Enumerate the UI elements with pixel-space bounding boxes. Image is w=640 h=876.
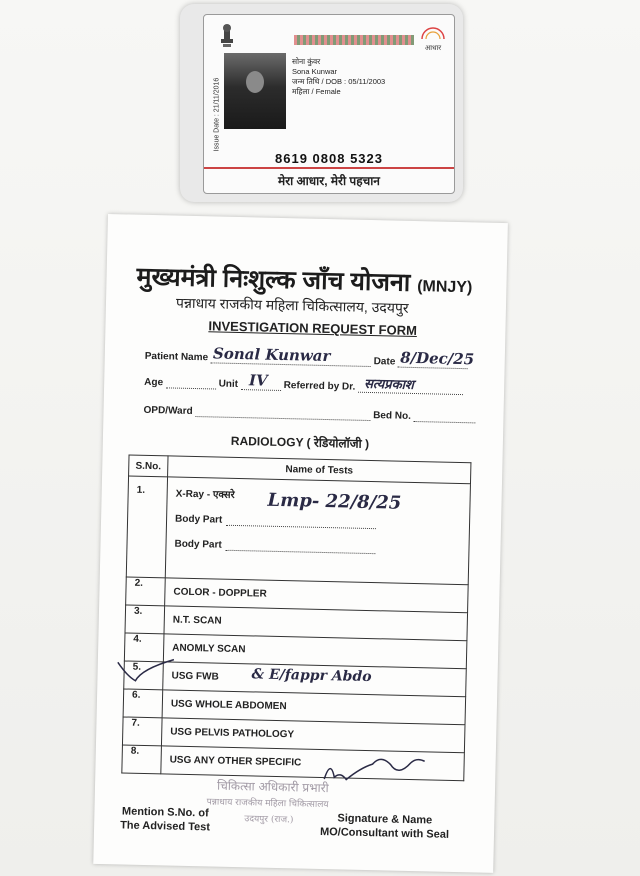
- signature-label: Signature & Name MO/Consultant with Seal: [319, 812, 450, 841]
- test-name: N.T. SCAN: [164, 606, 468, 641]
- aadhaar-logo-text: आधार: [424, 44, 442, 52]
- holder-name-hindi: सोना कुंवर: [292, 57, 321, 66]
- stamp-line-1: चिकित्सा अधिकारी प्रभारी: [216, 778, 329, 796]
- tests-table: [121, 455, 471, 782]
- test-name: USG ANY OTHER SPECIFIC: [161, 746, 465, 781]
- patient-name-handwritten: Sonal Kunwar: [212, 344, 331, 366]
- patient-name-field[interactable]: [211, 344, 371, 367]
- bed-no-label: Bed No.: [373, 410, 412, 422]
- tick-mark-icon: [115, 654, 176, 685]
- age-label: Age: [144, 376, 164, 389]
- opd-ward-label: OPD/Ward: [143, 404, 193, 417]
- body-part-row-1: Body Part: [175, 514, 469, 532]
- holder-dob: जन्म तिथि / DOB : 05/11/2003: [292, 77, 386, 86]
- row-sno: 6.: [123, 689, 163, 718]
- row-sno: 4.: [124, 633, 164, 662]
- stamp-line-2: पन्नाधाय राजकीय महिला चिकित्सालय: [206, 797, 329, 811]
- aadhaar-number: 8619 0808 5323: [275, 151, 383, 166]
- aadhaar-header: [204, 15, 454, 55]
- holder-photo: [224, 53, 286, 129]
- bed-no-field[interactable]: [414, 421, 476, 423]
- aadhaar-logo-icon: [418, 25, 448, 53]
- footer-instruction: Mention S.No. of The Advised Test: [119, 805, 211, 834]
- date-handwritten: 8/Dec/25: [400, 348, 475, 369]
- referred-by-handwritten: सत्यप्रकाश: [363, 376, 415, 393]
- test-name: USG FWB: [171, 670, 219, 683]
- header-sno: S.No.: [129, 455, 168, 477]
- header-test-name: Name of Tests: [168, 456, 471, 484]
- unit-label: Unit: [218, 378, 239, 390]
- table-row-xray: [126, 476, 470, 585]
- date-field[interactable]: [398, 348, 475, 370]
- xray-cell: [165, 477, 470, 585]
- usg-fwb-handwritten: & E/fappr Abdo: [251, 666, 372, 686]
- row-sno: 1.: [126, 476, 167, 578]
- referred-by-field[interactable]: [358, 376, 463, 395]
- aadhaar-tagline: मेरा आधार, मेरी पहचान: [204, 167, 454, 194]
- xray-label: X-Ray - एक्सरे: [175, 488, 235, 501]
- row-sno: 5.: [124, 661, 164, 690]
- holder-details: [292, 57, 385, 97]
- body-part-row-2: Body Part: [174, 539, 468, 557]
- hospital-name: पन्नाधाय राजकीय महिला चिकित्सालय, उदयपुर: [175, 294, 409, 316]
- test-name: USG PELVIS PATHOLOGY: [161, 718, 465, 753]
- opd-ward-field[interactable]: [195, 416, 370, 421]
- body-part-field-1[interactable]: [226, 525, 376, 529]
- scheme-title: मुख्यमंत्री निःशुल्क जाँच योजना (MNJY): [136, 262, 473, 297]
- holder-gender: महिला / Female: [292, 87, 341, 96]
- row-sno: 8.: [122, 745, 162, 774]
- scheme-abbreviation: (MNJY): [416, 278, 473, 297]
- section-title: RADIOLOGY ( रेडियोलॉजी ): [230, 433, 370, 451]
- test-name: ANOMLY SCAN: [163, 634, 467, 669]
- test-name: USG WHOLE ABDOMEN: [162, 690, 466, 725]
- national-emblem-icon: [218, 23, 236, 51]
- issue-date: Issue Date : 21/11/2016: [213, 77, 221, 152]
- patient-name-label: Patient Name: [144, 350, 209, 364]
- unit-field[interactable]: [241, 371, 281, 391]
- age-unit-row: [144, 371, 463, 395]
- age-field[interactable]: [166, 387, 216, 389]
- investigation-form: [93, 214, 508, 873]
- row-sno: 3.: [125, 605, 165, 634]
- unit-handwritten: IV: [248, 371, 268, 390]
- stamp-line-3: उदयपुर (राज.): [244, 814, 294, 826]
- opd-row: [143, 405, 475, 424]
- signature-scribble-icon: [320, 749, 431, 791]
- row-sno: 7.: [122, 717, 162, 746]
- referred-by-label: Referred by Dr.: [283, 380, 356, 393]
- aadhaar-card: [203, 14, 455, 194]
- holder-name: Sona Kunwar: [292, 67, 338, 76]
- row-sno: 2.: [126, 577, 166, 606]
- patient-name-row: [144, 344, 475, 369]
- date-label: Date: [373, 356, 396, 368]
- form-title: INVESTIGATION REQUEST FORM: [208, 318, 418, 339]
- test-name: COLOR - DOPPLER: [165, 578, 469, 613]
- government-header-redacted: [294, 35, 414, 45]
- lmp-handwritten: Lmp- 22/8/25: [267, 489, 402, 514]
- body-part-field-2[interactable]: [226, 550, 376, 554]
